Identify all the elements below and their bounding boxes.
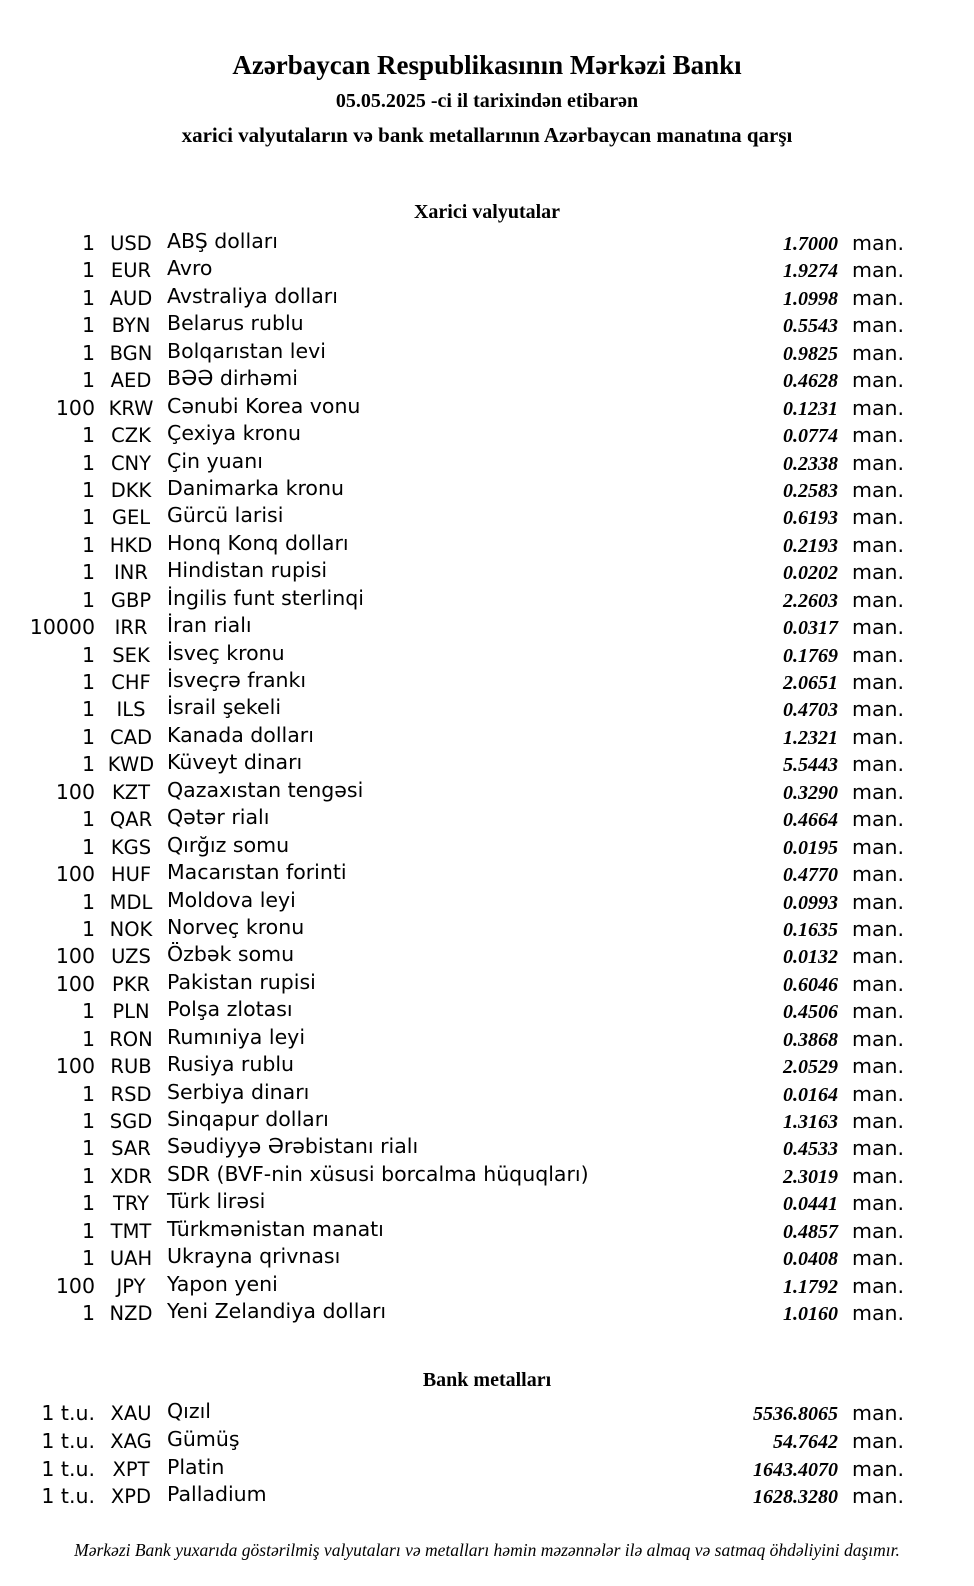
currency-name-cell: Çexiya kronu <box>167 421 301 446</box>
rate-value-cell: 2.2603 <box>783 589 838 612</box>
currency-code-cell: KGS <box>110 835 152 859</box>
rate-value-cell: 1.0998 <box>783 287 838 310</box>
rate-row <box>0 587 974 614</box>
currency-code-cell: SAR <box>111 1137 151 1161</box>
currency-code-cell: TMT <box>110 1219 152 1243</box>
rate-value-cell: 0.0164 <box>783 1083 838 1106</box>
rate-row <box>0 696 974 723</box>
rate-row <box>0 751 974 778</box>
quantity-cell: 1 <box>81 1026 95 1051</box>
currency-code-cell: KZT <box>111 780 151 804</box>
rate-row <box>0 1245 974 1272</box>
currency-code-cell: MDL <box>109 890 153 914</box>
rate-value-cell: 0.6193 <box>783 507 838 530</box>
unit-label-cell: man. <box>852 587 905 612</box>
rate-value-cell: 1.0160 <box>783 1303 838 1326</box>
rate-value-cell: 2.0529 <box>783 1056 838 1079</box>
currency-name-cell: İsveç kronu <box>167 640 285 665</box>
currency-code-cell: TRY <box>112 1192 150 1216</box>
currency-code-cell: QAR <box>109 808 153 832</box>
rate-value-cell: 1.3163 <box>783 1111 838 1133</box>
unit-label-cell: man. <box>852 752 905 777</box>
quantity-cell: 1 <box>81 1163 95 1188</box>
currency-name-cell: Bolqarıstan levi <box>167 338 326 363</box>
quantity-cell: 1 <box>81 532 95 557</box>
bank-metals-section-title: Bank metalları <box>422 1369 552 1391</box>
currency-code-cell: SGD <box>109 1110 153 1133</box>
rate-value-cell: 5536.8065 <box>753 1403 838 1425</box>
quantity-cell: 1 <box>81 697 95 722</box>
currency-code-cell: XDR <box>110 1164 152 1188</box>
currency-code-cell: PLN <box>112 1000 150 1024</box>
currency-name-cell: Qətər rialı <box>167 805 270 830</box>
rate-row <box>0 340 974 367</box>
currency-name-cell: ABŞ dolları <box>167 229 278 253</box>
currency-name-cell: Moldova leyi <box>167 887 296 912</box>
currency-code-cell: INR <box>114 561 148 585</box>
currency-name-cell: İran rialı <box>167 613 252 638</box>
currency-code-cell: GEL <box>111 506 151 530</box>
quantity-cell: 1 <box>81 340 95 365</box>
rate-value-cell: 0.2193 <box>783 534 838 557</box>
currency-name-cell: Küveyt dinarı <box>167 750 303 775</box>
currency-name-cell: Macarıstan forinti <box>167 860 347 885</box>
rate-value-cell: 5.5443 <box>783 754 838 777</box>
currency-code-cell: CAD <box>110 725 152 749</box>
quantity-cell: 1 t.u. <box>41 1401 95 1425</box>
currency-name-cell: Serbiya dinarı <box>167 1079 310 1104</box>
rate-row <box>0 861 974 888</box>
quantity-cell: 1 <box>81 1246 95 1271</box>
unit-label-cell: man. <box>852 1218 905 1243</box>
bank-metals-table <box>0 1400 974 1511</box>
rate-row <box>0 504 974 531</box>
rate-row <box>0 971 974 998</box>
currency-name-cell: Qırğız somu <box>167 832 290 857</box>
rate-value-cell: 0.4533 <box>783 1138 838 1161</box>
rate-row <box>0 1163 974 1190</box>
currency-code-cell: ILS <box>116 698 146 722</box>
rate-value-cell: 0.0408 <box>783 1248 838 1271</box>
rate-row <box>0 1400 974 1428</box>
unit-label-cell: man. <box>852 615 905 640</box>
currency-name-cell: Türkmənistan manatı <box>167 1216 384 1241</box>
quantity-cell: 1 <box>81 1136 95 1161</box>
unit-label-cell: man. <box>852 368 905 393</box>
currency-code-cell: UAH <box>109 1247 153 1271</box>
currency-name-cell: Ukrayna qrivnası <box>167 1244 341 1269</box>
rate-row <box>0 614 974 641</box>
rate-value-cell: 0.2583 <box>783 479 838 502</box>
unit-label-cell: man. <box>852 1246 905 1271</box>
unit-label-cell: man. <box>852 1401 905 1425</box>
currency-name-cell: Sinqapur dolları <box>167 1107 329 1131</box>
unit-label-cell: man. <box>852 1026 905 1051</box>
unit-label-cell: man. <box>852 862 905 887</box>
currency-code-cell: SEK <box>112 643 150 667</box>
rate-value-cell: 0.0993 <box>783 891 838 914</box>
quantity-cell: 1 t.u. <box>41 1428 95 1453</box>
rate-value-cell: 0.4770 <box>783 864 838 887</box>
rate-row <box>0 1273 974 1300</box>
currency-code-cell: BGN <box>109 341 153 365</box>
rate-row <box>0 285 974 312</box>
rate-row <box>0 1428 974 1456</box>
rate-value-cell: 1.9274 <box>783 260 838 283</box>
quantity-cell: 1 <box>81 1218 95 1243</box>
rate-row <box>0 1053 974 1080</box>
currency-name-cell: Cənubi Korea vonu <box>167 393 361 418</box>
rate-row <box>0 1108 974 1135</box>
currency-name-cell: Çin yuanı <box>167 448 263 473</box>
currency-name-cell: İngilis funt sterlinqi <box>167 585 364 610</box>
quantity-cell: 100 <box>55 1273 95 1298</box>
rate-row <box>0 642 974 669</box>
quantity-cell: 100 <box>55 862 95 887</box>
unit-label-cell: man. <box>852 971 905 996</box>
unit-label-cell: man. <box>852 670 905 694</box>
rate-value-cell: 0.5543 <box>783 315 838 338</box>
currency-name-cell: Rusiya rublu <box>167 1052 295 1077</box>
rate-row <box>0 669 974 696</box>
rate-value-cell: 0.0195 <box>783 836 838 859</box>
unit-label-cell: man. <box>852 532 905 557</box>
unit-label-cell: man. <box>852 944 905 969</box>
quantity-cell: 10000 <box>29 615 95 640</box>
unit-label-cell: man. <box>852 1428 905 1453</box>
currency-code-cell: USD <box>110 232 152 255</box>
currency-name-cell: Pakistan rupisi <box>167 969 316 994</box>
quantity-cell: 1 <box>81 231 95 255</box>
rate-row <box>0 1135 974 1162</box>
quantity-cell: 100 <box>55 944 95 969</box>
rate-row <box>0 1218 974 1245</box>
unit-label-cell: man. <box>852 807 905 832</box>
rate-row <box>0 1081 974 1108</box>
rate-row <box>0 450 974 477</box>
rate-value-cell: 0.4857 <box>783 1220 838 1243</box>
currency-code-cell: HKD <box>109 533 153 557</box>
unit-label-cell: man. <box>852 1136 905 1161</box>
rate-value-cell: 0.0202 <box>783 562 838 585</box>
unit-label-cell: man. <box>852 1109 905 1133</box>
rate-row <box>0 395 974 422</box>
rate-value-cell: 0.0132 <box>783 946 838 969</box>
rate-value-cell: 1628.3280 <box>753 1486 838 1509</box>
currency-name-cell: Qazaxıstan tengəsi <box>167 777 364 802</box>
rate-row <box>0 559 974 586</box>
currency-name-cell: Hindistan rupisi <box>167 558 328 583</box>
quantity-cell: 1 <box>81 752 95 777</box>
unit-label-cell: man. <box>852 834 905 859</box>
quantity-cell: 1 <box>81 1081 95 1106</box>
currency-code-cell: JPY <box>116 1274 146 1298</box>
currency-name-cell: BƏƏ dirhəmi <box>167 366 298 391</box>
currency-code-cell: GBP <box>110 588 152 612</box>
quantity-cell: 1 <box>81 450 95 475</box>
rate-row <box>0 477 974 504</box>
currency-code-cell: RUB <box>110 1055 152 1079</box>
unit-label-cell: man. <box>852 1456 905 1481</box>
currency-code-cell: PKR <box>111 972 151 996</box>
currency-code-cell: AED <box>110 369 152 393</box>
quantity-cell: 1 <box>81 368 95 393</box>
rate-row <box>0 806 974 833</box>
currency-code-cell: XPT <box>112 1457 150 1481</box>
effective-date-line: 05.05.2025 -ci il tarixindən etibarən <box>335 90 639 112</box>
rate-value-cell: 0.0317 <box>783 617 838 640</box>
currency-name-cell: Avro <box>167 256 213 281</box>
rate-value-cell: 0.3868 <box>783 1028 838 1051</box>
rate-value-cell: 0.1769 <box>783 644 838 667</box>
currency-code-cell: CNY <box>110 451 152 475</box>
quantity-cell: 1 <box>81 587 95 612</box>
currency-code-cell: RSD <box>110 1082 152 1106</box>
quantity-cell: 1 <box>81 642 95 667</box>
quantity-cell: 100 <box>55 1054 95 1079</box>
unit-label-cell: man. <box>852 477 905 502</box>
quantity-cell: 1 t.u. <box>41 1456 95 1481</box>
rate-row <box>0 1456 974 1484</box>
quantity-cell: 1 <box>81 807 95 832</box>
currency-name-cell: Türk lirəsi <box>167 1189 266 1214</box>
rate-value-cell: 0.0774 <box>783 425 838 448</box>
quantity-cell: 1 <box>81 670 95 694</box>
currency-code-cell: EUR <box>110 259 152 283</box>
rate-value-cell: 1.7000 <box>783 233 838 255</box>
unit-label-cell: man. <box>852 999 905 1024</box>
unit-label-cell: man. <box>852 340 905 365</box>
rate-row <box>0 943 974 970</box>
unit-label-cell: man. <box>852 423 905 448</box>
unit-label-cell: man. <box>852 1301 905 1326</box>
currency-name-cell: Danimarka kronu <box>167 475 344 500</box>
rate-row <box>0 257 974 284</box>
rate-row <box>0 889 974 916</box>
quantity-cell: 100 <box>55 395 95 420</box>
quantity-cell: 100 <box>55 779 95 804</box>
rate-value-cell: 0.4506 <box>783 1001 838 1024</box>
currency-name-cell: Polşa zlotası <box>167 997 293 1022</box>
quantity-cell: 1 <box>81 285 95 310</box>
foreign-currencies-section-title: Xarici valyutalar <box>413 201 561 223</box>
page-header <box>0 48 974 150</box>
currency-name-cell: Honq Konq dolları <box>167 530 349 555</box>
unit-label-cell: man. <box>852 1191 905 1216</box>
quantity-cell: 1 <box>81 916 95 941</box>
rate-row <box>0 998 974 1025</box>
rate-value-cell: 0.9825 <box>783 342 838 365</box>
rate-value-cell: 0.0441 <box>783 1193 838 1216</box>
rate-row <box>0 532 974 559</box>
currency-code-cell: BYN <box>111 314 151 338</box>
unit-label-cell: man. <box>852 1484 905 1509</box>
currency-code-cell: XPD <box>110 1485 152 1509</box>
currency-name-cell: Özbək somu <box>167 942 295 967</box>
currency-code-cell: HUF <box>110 863 152 887</box>
currency-name-cell: Gürcü larisi <box>167 503 284 528</box>
rate-value-cell: 0.3290 <box>783 781 838 804</box>
quantity-cell: 1 <box>81 477 95 502</box>
currency-name-cell: İsrail şekeli <box>167 695 282 720</box>
bulletin-subtitle: xarici valyutaların və bank metallarının Azərbaycan manatına qarşı <box>181 123 793 147</box>
quantity-cell: 1 <box>81 889 95 914</box>
rate-value-cell: 1.2321 <box>783 726 838 749</box>
quantity-cell: 1 <box>81 1191 95 1216</box>
quantity-cell: 1 <box>81 258 95 283</box>
currency-name-cell: Kanada dolları <box>167 722 314 747</box>
unit-label-cell: man. <box>852 724 905 749</box>
currency-code-cell: NOK <box>109 917 153 941</box>
rate-value-cell: 2.0651 <box>783 672 838 694</box>
rate-value-cell: 0.2338 <box>783 452 838 475</box>
rate-value-cell: 2.3019 <box>783 1165 838 1188</box>
rate-value-cell: 0.6046 <box>783 973 838 996</box>
rate-row <box>0 724 974 751</box>
unit-label-cell: man. <box>852 285 905 310</box>
currency-code-cell: KRW <box>108 396 154 420</box>
unit-label-cell: man. <box>852 313 905 338</box>
currency-code-cell: AUD <box>109 286 153 310</box>
currency-code-cell: XAU <box>110 1402 152 1425</box>
currency-name-cell: Belarus rublu <box>167 311 304 336</box>
rate-row <box>0 834 974 861</box>
unit-label-cell: man. <box>852 505 905 530</box>
quantity-cell: 1 t.u. <box>41 1484 95 1509</box>
unit-label-cell: man. <box>852 1081 905 1106</box>
currency-name-cell: Palladium <box>167 1482 267 1507</box>
currency-name-cell: Yeni Zelandiya dolları <box>167 1299 387 1324</box>
quantity-cell: 100 <box>55 971 95 996</box>
bank-title: Azərbaycan Respublikasının Mərkəzi Bankı <box>232 50 742 80</box>
currency-code-cell: CHF <box>111 671 151 694</box>
rate-value-cell: 54.7642 <box>773 1430 838 1453</box>
rate-value-cell: 0.4664 <box>783 809 838 832</box>
currency-name-cell: Gümüş <box>167 1426 240 1451</box>
currency-code-cell: XAG <box>110 1429 152 1453</box>
disclaimer-text: Mərkəzi Bank yuxarıda göstərilmiş valyutaları və metalları həmin məzənnələr ilə almaq və satmaq öhdəliyini daşımır. <box>74 1540 900 1560</box>
unit-label-cell: man. <box>852 916 905 941</box>
rate-row <box>0 1026 974 1053</box>
currency-code-cell: DKK <box>110 478 152 502</box>
rate-value-cell: 0.1231 <box>783 397 838 420</box>
rate-value-cell: 1643.4070 <box>753 1458 838 1481</box>
currency-name-cell: İsveçrə frankı <box>167 668 307 692</box>
currency-name-cell: Qızıl <box>167 1399 211 1423</box>
unit-label-cell: man. <box>852 779 905 804</box>
quantity-cell: 1 <box>81 1301 95 1326</box>
currency-code-cell: CZK <box>111 424 151 448</box>
unit-label-cell: man. <box>852 697 905 722</box>
rate-row <box>0 312 974 339</box>
quantity-cell: 1 <box>81 423 95 448</box>
currency-name-cell: Rumıniya leyi <box>167 1024 306 1049</box>
currency-code-cell: IRR <box>114 616 148 640</box>
currency-code-cell: RON <box>109 1027 153 1051</box>
quantity-cell: 1 <box>81 1109 95 1133</box>
rate-row <box>0 230 974 257</box>
unit-label-cell: man. <box>852 450 905 475</box>
unit-label-cell: man. <box>852 231 905 255</box>
quantity-cell: 1 <box>81 313 95 338</box>
foreign-currencies-table <box>0 230 974 1328</box>
unit-label-cell: man. <box>852 1273 905 1298</box>
currency-name-cell: Norveç kronu <box>167 914 305 939</box>
unit-label-cell: man. <box>852 889 905 914</box>
currency-code-cell: KWD <box>107 753 155 777</box>
quantity-cell: 1 <box>81 505 95 530</box>
rate-value-cell: 1.1792 <box>783 1275 838 1298</box>
rate-row <box>0 1190 974 1217</box>
quantity-cell: 1 <box>81 560 95 585</box>
unit-label-cell: man. <box>852 395 905 420</box>
rate-row <box>0 1483 974 1511</box>
unit-label-cell: man. <box>852 1054 905 1079</box>
quantity-cell: 1 <box>81 999 95 1024</box>
rate-row <box>0 422 974 449</box>
currency-name-cell: SDR (BVF-nin xüsusi borcalma hüquqları) <box>167 1161 589 1186</box>
rate-row <box>0 916 974 943</box>
unit-label-cell: man. <box>852 258 905 283</box>
currency-name-cell: Səudiyyə Ərəbistanı rialı <box>167 1134 419 1159</box>
unit-label-cell: man. <box>852 560 905 585</box>
currency-name-cell: Avstraliya dolları <box>167 283 338 308</box>
rate-value-cell: 0.4628 <box>783 370 838 393</box>
currency-name-cell: Platin <box>167 1454 225 1479</box>
rate-row <box>0 367 974 394</box>
quantity-cell: 1 <box>81 834 95 859</box>
unit-label-cell: man. <box>852 642 905 667</box>
rate-value-cell: 0.1635 <box>783 918 838 941</box>
currency-code-cell: UZS <box>111 945 151 969</box>
currency-code-cell: NZD <box>109 1302 153 1326</box>
rate-value-cell: 0.4703 <box>783 699 838 722</box>
quantity-cell: 1 <box>81 724 95 749</box>
currency-name-cell: Yapon yeni <box>167 1271 278 1296</box>
rate-row <box>0 779 974 806</box>
rate-row <box>0 1300 974 1327</box>
unit-label-cell: man. <box>852 1163 905 1188</box>
